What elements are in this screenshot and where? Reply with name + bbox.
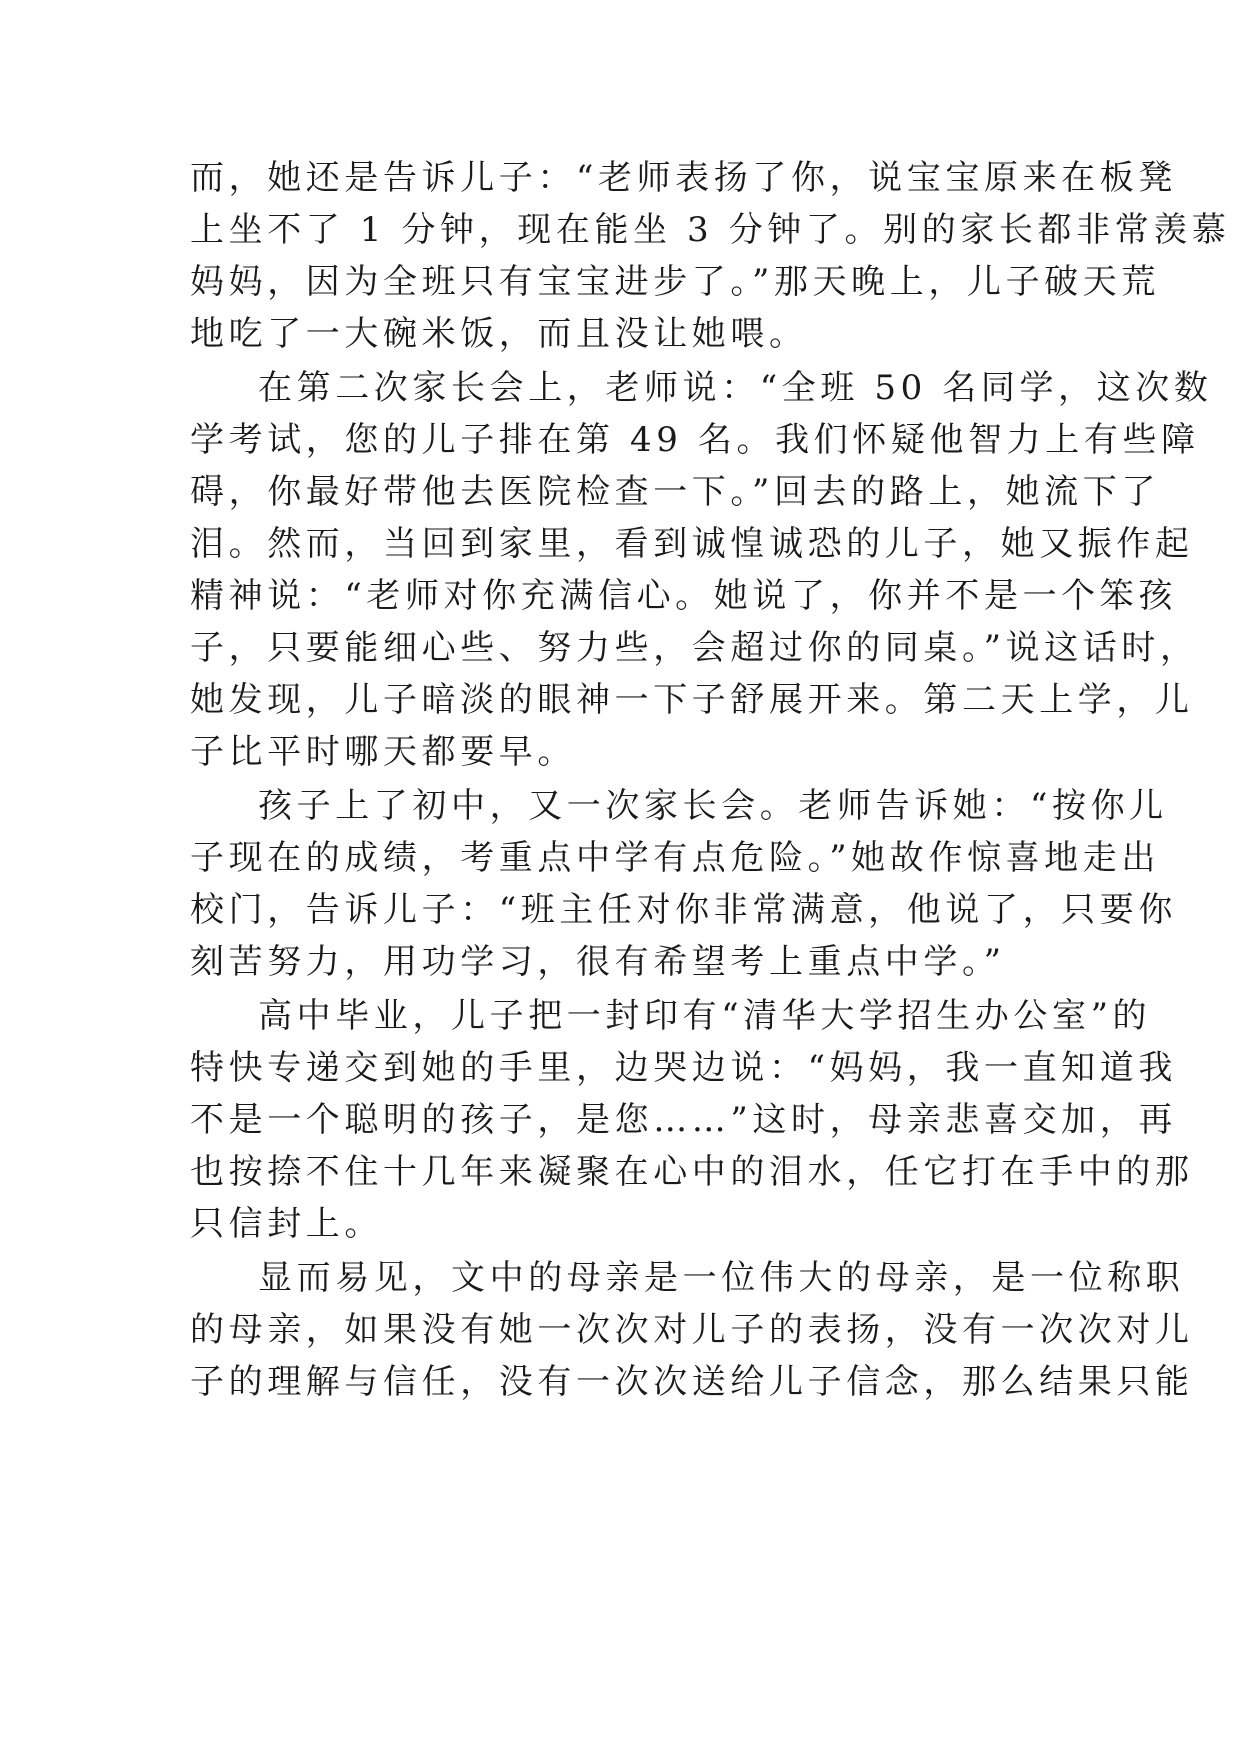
paragraph-first-line: 孩子上了初中，又一次家长会。老师告诉她：“按你儿 bbox=[258, 786, 1168, 826]
paragraph-first-line: 高中毕业，儿子把一封印有“清华大学招生办公室”的 bbox=[258, 996, 1152, 1036]
paragraph-first-line: 显而易见，文中的母亲是一位伟大的母亲，是一位称职 bbox=[258, 1258, 1185, 1298]
text-line: 子，只要能细心些、努力些，会超过你的同桌。”说这话时， bbox=[190, 628, 1199, 668]
text-line: 也按捺不住十几年来凝聚在心中的泪水，任它打在手中的那 bbox=[190, 1152, 1194, 1192]
text-line: 她发现，儿子暗淡的眼神一下子舒展开来。第二天上学，儿 bbox=[190, 680, 1194, 720]
paragraph-first-line: 在第二次家长会上，老师说：“全班 50 名同学，这次数 bbox=[258, 368, 1213, 408]
text-line: 子的理解与信任，没有一次次送给儿子信念，那么结果只能 bbox=[190, 1362, 1194, 1402]
text-line: 学考试，您的儿子排在第 49 名。我们怀疑他智力上有些障 bbox=[190, 420, 1200, 460]
text-line: 的母亲，如果没有她一次次对儿子的表扬，没有一次次对儿 bbox=[190, 1310, 1194, 1350]
text-line: 特快专递交到她的手里，边哭边说：“妈妈，我一直知道我 bbox=[190, 1048, 1177, 1088]
text-line: 只信封上。 bbox=[190, 1204, 383, 1244]
text-line: 地吃了一大碗米饭，而且没让她喂。 bbox=[190, 314, 808, 354]
text-line: 子现在的成绩，考重点中学有点危险。”她故作惊喜地走出 bbox=[190, 838, 1160, 878]
text-line: 上坐不了 1 分钟，现在能坐 3 分钟了。别的家长都非常羡慕 bbox=[190, 210, 1231, 250]
text-line: 妈妈，因为全班只有宝宝进步了。”那天晚上，儿子破天荒 bbox=[190, 262, 1160, 302]
text-line: 泪。然而，当回到家里，看到诚惶诚恐的儿子，她又振作起 bbox=[190, 524, 1194, 564]
text-line: 校门，告诉儿子：“班主任对你非常满意，他说了，只要你 bbox=[190, 890, 1177, 930]
text-line: 精神说：“老师对你充满信心。她说了，你并不是一个笨孩 bbox=[190, 576, 1177, 616]
text-line: 子比平时哪天都要早。 bbox=[190, 732, 576, 772]
text-line: 而，她还是告诉儿子：“老师表扬了你，说宝宝原来在板凳 bbox=[190, 158, 1177, 198]
text-line: 不是一个聪明的孩子，是您……”这时，母亲悲喜交加，再 bbox=[190, 1100, 1177, 1140]
text-line: 刻苦努力，用功学习，很有希望考上重点中学。” bbox=[190, 942, 1006, 982]
text-line: 碍，你最好带他去医院检查一下。”回去的路上，她流下了 bbox=[190, 472, 1160, 512]
